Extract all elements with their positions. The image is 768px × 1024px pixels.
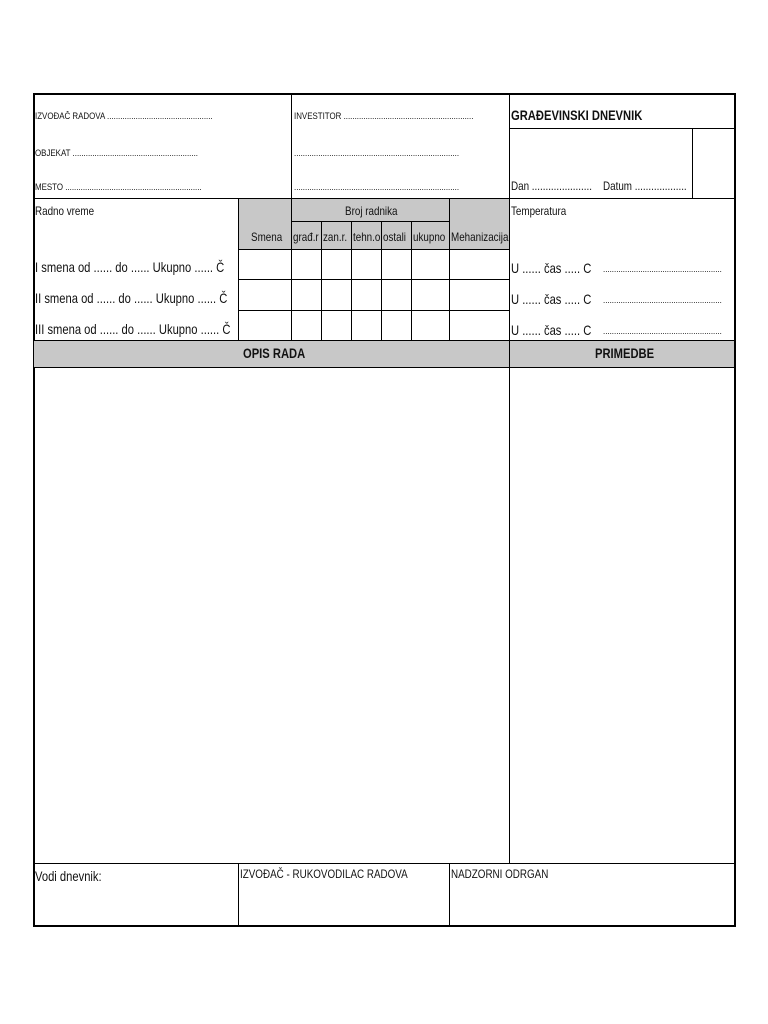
shift-col-line-smena	[238, 198, 239, 341]
shift-row-3: III smena od ...... do ...... Ukupno ...... Č	[35, 321, 231, 337]
dan-label: Dan ......................	[511, 179, 592, 193]
footer-top-line	[33, 863, 736, 864]
temp-line-1: ......................................................	[603, 264, 722, 274]
temp-row-2: U ...... čas ..... C	[511, 291, 592, 307]
header-divider-2	[509, 93, 510, 198]
primedbe-header: PRIMEDBE	[595, 345, 655, 361]
izvodjac-label: IZVOĐAČ RADOVA ................................................	[35, 111, 213, 121]
opis-rada-header: OPIS RADA	[243, 345, 306, 361]
shift-col-line-5	[411, 221, 412, 341]
primedbe-area[interactable]	[511, 368, 734, 863]
section-header-top	[33, 340, 736, 341]
investitor-line-3: ...........................................................................	[294, 182, 460, 192]
temp-row-1: U ...... čas ..... C	[511, 260, 592, 276]
footer-divider-2	[449, 863, 450, 926]
header-divider-1	[291, 93, 292, 198]
broj-radnika-subline	[291, 221, 449, 222]
vodi-dnevnik-signature-area[interactable]	[35, 888, 237, 924]
temp-line-3: ......................................................	[603, 326, 722, 336]
datum-label: Datum ...................	[603, 179, 687, 193]
objekat-label: OBJEKAT .........................................................	[35, 148, 198, 158]
shift-row-line-2	[238, 310, 509, 311]
shift-col-line-4	[381, 221, 382, 341]
footer-divider-1	[238, 863, 239, 926]
diary-title: GRAĐEVINSKI DNEVNIK	[511, 107, 643, 123]
smena-header: Smena	[251, 230, 283, 244]
izvodjac-rukovodilac-label: IZVOĐAČ - RUKOVODILAC RADOVA	[240, 867, 408, 881]
temp-row-3: U ...... čas ..... C	[511, 322, 592, 338]
shift-col-line-1	[291, 198, 292, 341]
frame-top	[33, 93, 736, 95]
temperatura-label: Temperatura	[511, 204, 567, 218]
shift-row-line-1	[238, 279, 509, 280]
investitor-label: INVESTITOR ...........................................................	[294, 111, 474, 121]
construction-diary-form	[33, 93, 736, 927]
shift-header-bottom	[238, 249, 509, 250]
nadzorni-organ-signature-area[interactable]	[451, 888, 733, 924]
shift-row-1: I smena od ...... do ...... Ukupno ...... Č	[35, 259, 225, 275]
opis-primedbe-divider	[509, 340, 510, 864]
shift-row-2: II smena od ...... do ...... Ukupno ...... Č	[35, 290, 228, 306]
col-grad: građ.r	[293, 230, 319, 244]
radno-vreme-label: Radno vreme	[35, 204, 95, 218]
investitor-line-2: ...........................................................................	[294, 148, 460, 158]
vodi-dnevnik-label: Vodi dnevnik:	[35, 868, 102, 884]
col-ostali: ostali	[383, 230, 406, 244]
mehanizacija-header: Mehanizacija	[451, 230, 509, 244]
mesto-label: MESTO ..............................................................	[35, 182, 202, 192]
opis-rada-area[interactable]	[35, 368, 508, 863]
broj-radnika-header: Broj radnika	[345, 204, 398, 218]
frame-bottom	[33, 925, 736, 927]
shift-col-line-3	[351, 221, 352, 341]
col-ukupno: ukupno	[413, 230, 446, 244]
title-box-divider	[692, 128, 693, 198]
col-zan: zan.r.	[323, 230, 348, 244]
shift-col-line-6	[449, 198, 450, 341]
nadzorni-organ-label: NADZORNI ODRGAN	[451, 867, 549, 881]
title-underline	[509, 128, 735, 129]
col-tehn: tehn.o	[353, 230, 381, 244]
izvodjac-signature-area[interactable]	[240, 888, 448, 924]
temp-line-2: ......................................................	[603, 295, 722, 305]
shift-col-line-2	[321, 221, 322, 341]
shift-col-line-7	[509, 198, 510, 341]
frame-right	[734, 93, 736, 927]
